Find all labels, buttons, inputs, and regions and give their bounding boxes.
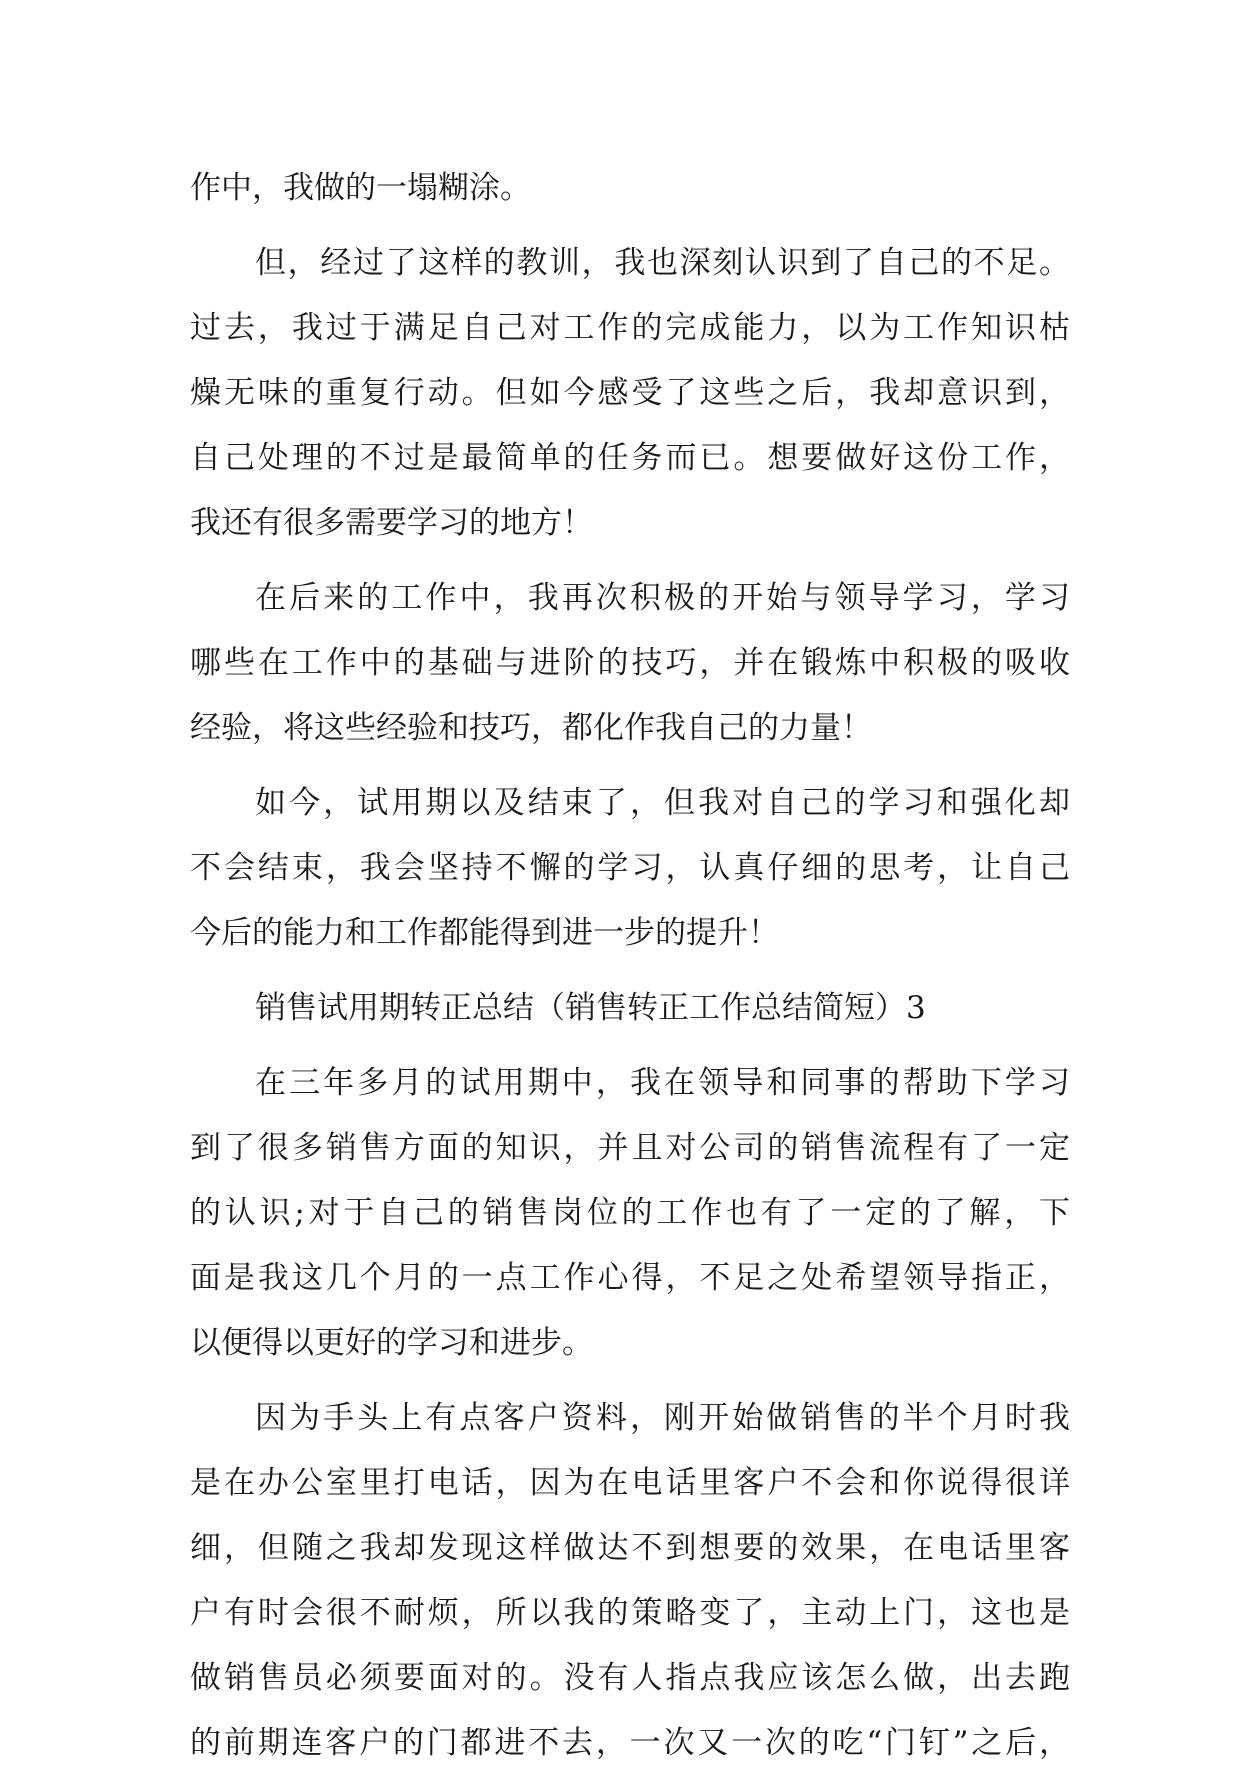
text-line: 今后的能力和工作都能得到进一步的提升！ [190, 915, 779, 951]
text-line: 是在办公室里打电话，因为在电话里客户不会和你说得很详 [190, 1465, 1070, 1501]
paragraph-first-line: 但，经过了这样的教训，我也深刻认识到了自己的不足。 [255, 245, 1070, 281]
text-line: 过去，我过于满足自己对工作的完成能力，以为工作知识枯 [190, 310, 1070, 346]
text-line: 的认识;对于自己的销售岗位的工作也有了一定的了解，下 [190, 1195, 1070, 1231]
text-line: 细，但随之我却发现这样做达不到想要的效果，在电话里客 [190, 1530, 1070, 1566]
text-line: 面是我这几个月的一点工作心得，不足之处希望领导指正， [190, 1260, 1070, 1296]
text-line: 不会结束，我会坚持不懈的学习，认真仔细的思考，让自己 [190, 850, 1070, 886]
paragraph-first-line: 在后来的工作中，我再次积极的开始与领导学习，学习 [255, 580, 1070, 616]
text-line: 户有时会很不耐烦，所以我的策略变了，主动上门，这也是 [190, 1595, 1070, 1631]
text-line: 作中，我做的一塌糊涂。 [190, 170, 531, 206]
paragraph-first-line: 如今，试用期以及结束了，但我对自己的学习和强化却 [255, 785, 1070, 821]
text-line: 自己处理的不过是最简单的任务而已。想要做好这份工作， [190, 440, 1070, 476]
paragraph-first-line: 在三年多月的试用期中，我在领导和同事的帮助下学习 [255, 1065, 1070, 1101]
text-line: 哪些在工作中的基础与进阶的技巧，并在锻炼中积极的吸收 [190, 645, 1070, 681]
paragraph-first-line: 因为手头上有点客户资料，刚开始做销售的半个月时我 [255, 1400, 1070, 1436]
text-line: 经验，将这些经验和技巧，都化作我自己的力量！ [190, 710, 872, 746]
text-line: 到了很多销售方面的知识，并且对公司的销售流程有了一定 [190, 1130, 1070, 1166]
section-heading: 销售试用期转正总结（销售转正工作总结简短）3 [255, 990, 926, 1026]
text-line: 的前期连客户的门都进不去，一次又一次的吃“门钉”之后， [190, 1725, 1070, 1761]
text-line: 做销售员必须要面对的。没有人指点我应该怎么做，出去跑 [190, 1660, 1070, 1696]
text-line: 以便得以更好的学习和进步。 [190, 1325, 593, 1361]
text-line: 燥无味的重复行动。但如今感受了这些之后，我却意识到， [190, 375, 1070, 411]
text-line: 我还有很多需要学习的地方！ [190, 505, 593, 541]
